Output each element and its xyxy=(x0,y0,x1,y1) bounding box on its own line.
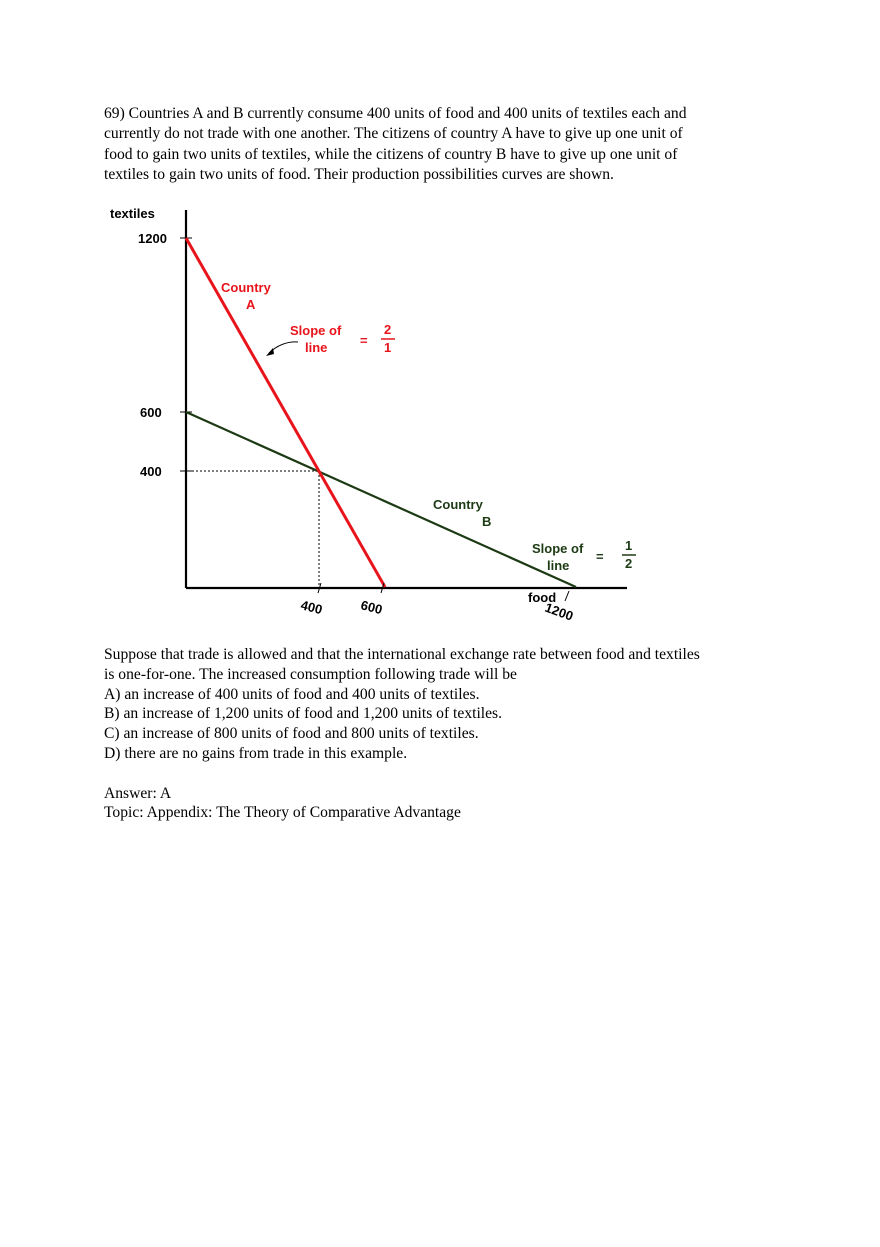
question-continuation xyxy=(104,645,784,823)
country-b-slope-label-line: line xyxy=(547,558,570,573)
country-b-slope-equals: = xyxy=(596,549,604,564)
y-tick-label-400: 400 xyxy=(140,464,162,479)
country-b-slope-denominator: 2 xyxy=(625,556,633,571)
option-b: B) an increase of 1,200 units of food and 1,200 units of textiles. xyxy=(104,705,502,723)
country-a-slope-denominator: 1 xyxy=(384,340,392,355)
prompt-line: Suppose that trade is allowed and that the international exchange rate between food and textiles xyxy=(104,646,700,663)
country-b-slope-label: Slope of xyxy=(532,541,584,556)
y-tick-label-1200: 1200 xyxy=(138,231,167,246)
country-a-line xyxy=(186,238,385,587)
country-a-slope-numerator: 2 xyxy=(384,322,392,337)
country-a-slope-label: Slope of xyxy=(290,323,342,338)
country-a-slope-label-line: line xyxy=(305,340,328,355)
country-b-slope-numerator: 1 xyxy=(625,538,633,553)
question-line: currently do not trade with one another. The citizens of country A have to give up one unit of xyxy=(104,125,683,143)
option-c: C) an increase of 800 units of food and 800 units of textiles. xyxy=(104,725,479,743)
country-b-label-letter: B xyxy=(482,514,492,529)
question-text xyxy=(104,104,784,186)
country-b-line xyxy=(186,412,576,587)
country-a-slope-equals: = xyxy=(360,333,368,348)
arrow-head-icon xyxy=(266,348,274,356)
x-tick-label-400: 400 xyxy=(299,597,324,618)
y-axis-label: textiles xyxy=(110,206,155,221)
y-tick-label-600: 600 xyxy=(140,405,162,420)
question-line: 69) Countries A and B currently consume 400 units of food and 400 units of textiles each and xyxy=(104,105,687,122)
country-a-label: Country xyxy=(221,280,271,295)
ppf-chart xyxy=(100,195,660,635)
question-line: food to gain two units of textiles, while the citizens of country B have to give up one unit of xyxy=(104,145,678,163)
x-axis-label: food xyxy=(528,590,557,605)
ppf-chart-svg xyxy=(100,195,660,635)
question-line: textiles to gain two units of food. Their production possibilities curves are shown. xyxy=(104,166,614,184)
option-d: D) there are no gains from trade in this example. xyxy=(104,744,408,762)
x-tick-1200 xyxy=(565,591,569,601)
option-a: A) an increase of 400 units of food and 400 units of textiles. xyxy=(104,685,480,703)
x-tick-label-1200: 1200 xyxy=(542,599,576,624)
x-tick-label-600: 600 xyxy=(359,597,384,618)
answer: Answer: A xyxy=(104,784,172,802)
spacer xyxy=(104,764,784,784)
topic: Topic: Appendix: The Theory of Comparative Advantage xyxy=(104,804,461,822)
prompt-line: is one-for-one. The increased consumption following trade will be xyxy=(104,665,517,683)
country-b-label: Country xyxy=(433,497,483,512)
country-a-label-letter: A xyxy=(246,297,256,312)
